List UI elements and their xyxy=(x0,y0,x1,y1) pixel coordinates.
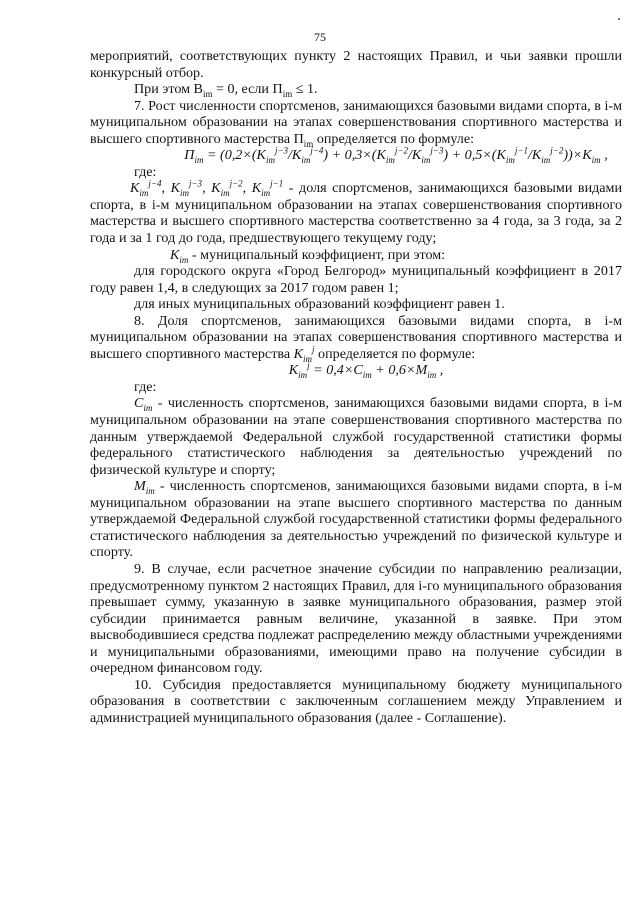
definition-k-coefficient: $K_{im}$ - муниципальный коэффициент, при этом: xyxy=(170,246,446,265)
page-number: 75 xyxy=(314,30,326,44)
belgorod-coefficient: для городского округа «Город Белгород» муниципальный коэффициент в 2017 году равен 1,4, в следующих за 2017 годом равен 1; xyxy=(90,263,622,296)
definition-m: $M_{im}$ - численность спортсменов, занимающихся базовыми видами спорта, в i-м муниципальном образовании на этапе высшего спортивного мастерства по данным утверждаемой Федеральной службой государственной статистики формы федерального статистического наблюдения за деятельностью учреждений по физической культуре и спорту. xyxy=(90,478,622,561)
item-7-paragraph: 7. Рост численности спортсменов, занимающихся базовыми видами спорта, в i-м муниципальном образовании на этапах совершенствования спортивного мастерства и высшего спортивного мастерства $П_{im}$ определяется по формуле: xyxy=(90,97,622,149)
definition-k-shares: $K_{im}^{j-4}$, $K_{im}^{j-3}$, $K_{im}^{j-2}$, $K_{im}^{j-1}$ - доля спортсменов, занимающихся базовыми видами спорта, в i-м муниципальном образовании на этапах совершенствования спортивного мастерства и высшего спортивного мастерства соответственно за 4 года, за 3 года, за 2 года и за 1 год до года, предшествующего текущему году; xyxy=(90,178,623,247)
paragraph-continuation: мероприятий, соответствующих пункту 2 настоящих Правил, и чьи заявки прошли конкурсный отбор. xyxy=(90,48,622,81)
formula-growth: $П_{im} = (0,2\times(K_{im}^{j-3}/K_{im}^{j-4}) + 0,3\times(K_{im}^{j-2}/K_{im}^{j-3}) + 0,5\times(K_{im}^{j-1}/K_{im}^{j-2}))\times K_{im}$ , xyxy=(184,145,608,166)
document-body xyxy=(90,48,622,726)
scan-speck xyxy=(618,18,620,20)
condition-line: При этом $B_{im} = 0$, если $П_{im} \le 1$. xyxy=(134,81,318,99)
where-label-2: где: xyxy=(134,378,157,395)
item-10-paragraph: 10. Субсидия предоставляется муниципальному бюджету муниципального образования в соответствии с заключенным соглашением между Управлением и администрацией муниципального образования (далее - Соглашение). xyxy=(90,676,622,726)
where-label-1: где: xyxy=(134,163,157,180)
definition-c: $C_{im}$ - численность спортсменов, занимающихся базовыми видами спорта, в i-м муниципальном образовании на этапе совершенствования спортивного мастерства по данным утверждаемой Федеральной службой государственной статистики формы федерального статистического наблюдения за деятельностью учреждений по физической культуре и спорту; xyxy=(90,395,622,478)
item-9-paragraph: 9. В случае, если расчетное значение субсидии по направлению реализации, предусмотренному пунктом 2 настоящих Правил, для i-го муниципального образования превышает сумму, указанную в заявке муниципального образования, размер этой субсидии принимается равным величине, указанной в заявке. При этом высвободившиеся средства подлежат распределению между областными учреждениями и муниципальными образованиями, имеющими право на получение субсидии в очередном финансовом году. xyxy=(90,560,622,677)
formula-share: $K_{im}^j = 0,4\times C_{im} + 0,6\times M_{im}$ , xyxy=(288,360,444,381)
other-coefficient: для иных муниципальных образований коэффициент равен 1. xyxy=(134,296,505,313)
item-8-paragraph: 8. Доля спортсменов, занимающихся базовыми видами спорта, в i-м муниципальном образовании на этапах совершенствования спортивного мастерства и высшего спортивного мастерства $K_{im}^j$ определяется по формуле: xyxy=(90,312,622,364)
